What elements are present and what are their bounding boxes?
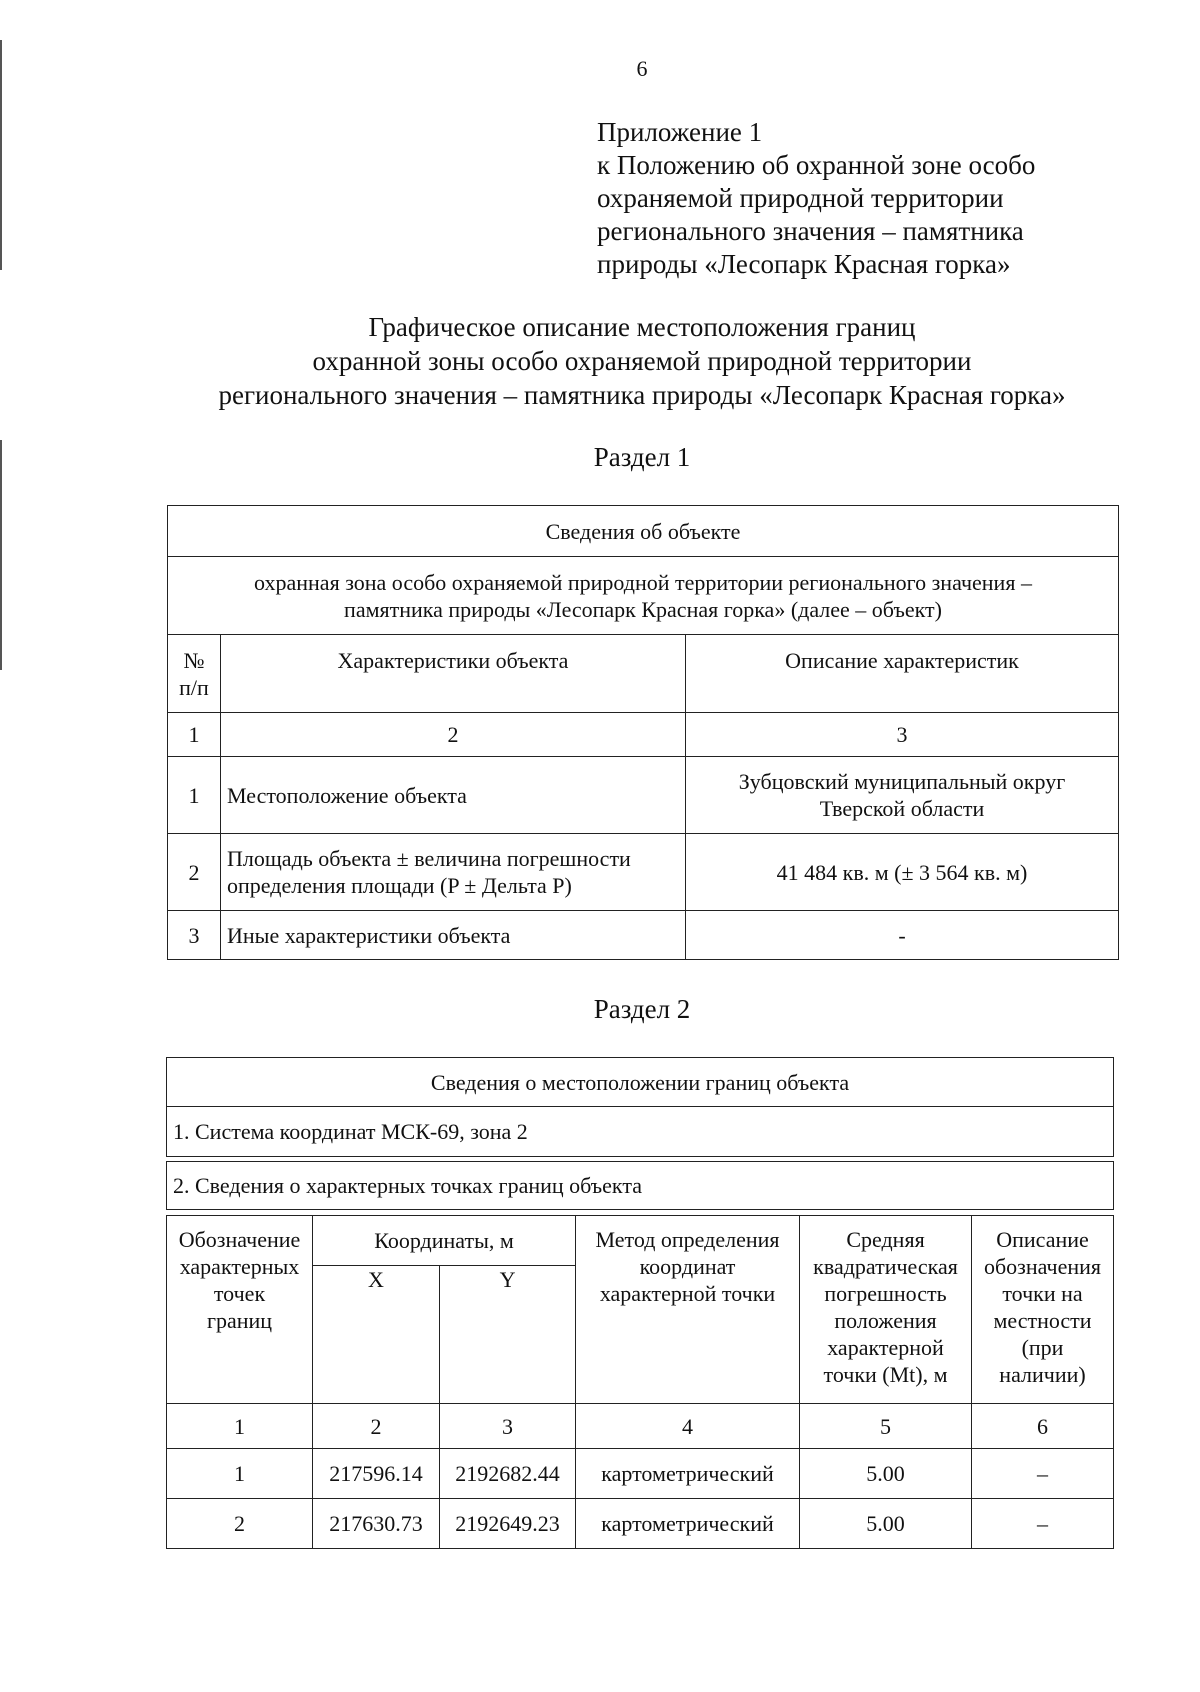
object-name-cell — [168, 557, 1119, 635]
title-line: охранной зоны особо охраняемой природной территории — [312, 346, 972, 376]
row-description — [686, 834, 1119, 911]
header-characteristic: Характеристики объекта — [221, 635, 686, 713]
title-line: Графическое описание местоположения границ — [368, 312, 916, 342]
characteristic-line: Местоположение объекта — [227, 782, 467, 808]
point-error: 5.00 — [800, 1499, 972, 1549]
column-number: 3 — [686, 713, 1119, 757]
header-x: X — [313, 1266, 440, 1404]
column-number: 1 — [167, 1404, 313, 1449]
document-title — [0, 310, 1200, 412]
table-row — [168, 757, 1119, 834]
appendix-line: к Положению об охранной зоне особо — [597, 150, 1036, 180]
header-description: Описание характеристик — [686, 635, 1119, 713]
boundary-info-table — [166, 1057, 1114, 1210]
section-2-heading: Раздел 2 — [593, 994, 691, 1024]
header-line: точки на — [1002, 1281, 1083, 1306]
point-y: 2192682.44 — [440, 1449, 576, 1499]
object-info-caption: Сведения об объекте — [168, 506, 1119, 557]
row-description — [686, 757, 1119, 834]
header-num — [168, 635, 221, 713]
boundary-caption: Сведения о местоположении границ объекта — [167, 1058, 1114, 1107]
row-characteristic — [221, 834, 686, 911]
row-characteristic — [221, 757, 686, 834]
header-line: точки (Mt), м — [823, 1362, 948, 1387]
object-name-line: памятника природы «Лесопарк Красная горка» (далее – объект) — [344, 596, 942, 622]
point-description: – — [972, 1449, 1114, 1499]
point-error: 5.00 — [800, 1449, 972, 1499]
row-number: 1 — [168, 757, 221, 834]
header-y: Y — [440, 1266, 576, 1404]
header-line: погрешность — [824, 1281, 947, 1306]
point-y: 2192649.23 — [440, 1499, 576, 1549]
column-number: 6 — [972, 1404, 1114, 1449]
column-number: 4 — [576, 1404, 800, 1449]
row-number: 2 — [168, 834, 221, 911]
point-x: 217630.73 — [313, 1499, 440, 1549]
header-line: Описание — [996, 1227, 1089, 1252]
point-x: 217596.14 — [313, 1449, 440, 1499]
points-caption: 2. Сведения о характерных точках границ объекта — [167, 1162, 1114, 1210]
header-line: обозначения — [983, 1254, 1102, 1279]
scan-edge-mark — [0, 440, 2, 670]
header-line: характерной — [827, 1335, 944, 1360]
header-line: квадратическая — [813, 1254, 958, 1279]
header-line: координат — [639, 1254, 736, 1279]
header-error — [800, 1216, 972, 1404]
column-number: 3 — [440, 1404, 576, 1449]
column-number: 2 — [313, 1404, 440, 1449]
boundary-points-table — [166, 1215, 1114, 1549]
row-characteristic — [221, 911, 686, 960]
header-num-line: № — [183, 648, 205, 673]
point-method: картометрический — [576, 1499, 800, 1549]
appendix-line: регионального значения – памятника — [597, 216, 1024, 246]
column-number: 2 — [221, 713, 686, 757]
coordinate-system: 1. Система координат МСК-69, зона 2 — [167, 1107, 1114, 1157]
object-name-line: охранная зона особо охраняемой природной территории регионального значения – — [254, 569, 1032, 595]
table-row — [168, 834, 1119, 911]
description-line: Тверской области — [819, 796, 985, 821]
column-number: 5 — [800, 1404, 972, 1449]
row-number: 3 — [168, 911, 221, 960]
table-row — [167, 1499, 1114, 1549]
table-row — [168, 911, 1119, 960]
header-line: местности — [993, 1308, 1092, 1333]
column-number: 1 — [168, 713, 221, 757]
header-line: (при — [1021, 1335, 1064, 1360]
section-1-heading: Раздел 1 — [593, 442, 691, 472]
header-line: Средняя — [846, 1227, 925, 1252]
header-method — [576, 1216, 800, 1404]
header-num-line: п/п — [179, 675, 209, 700]
appendix-note — [597, 116, 1035, 281]
description-line: 41 484 кв. м (± 3 564 кв. м) — [776, 859, 1028, 885]
appendix-line: охраняемой природной территории — [597, 183, 1004, 213]
point-description: – — [972, 1499, 1114, 1549]
page-number: 6 — [636, 56, 648, 81]
header-line: характерных — [179, 1254, 300, 1279]
header-line: Обозначение — [178, 1227, 301, 1252]
characteristic-line: Иные характеристики объекта — [227, 922, 511, 948]
appendix-line: природы «Лесопарк Красная горка» — [597, 249, 1011, 279]
description-line: - — [898, 922, 906, 948]
appendix-line: Приложение 1 — [597, 117, 763, 147]
header-line: точек — [213, 1281, 266, 1306]
title-line: регионального значения – памятника природы «Лесопарк Красная горка» — [218, 380, 1066, 410]
row-description — [686, 911, 1119, 960]
characteristic-line: Площадь объекта ± величина погрешности — [227, 846, 631, 871]
header-coordinates: Координаты, м — [313, 1216, 576, 1266]
characteristic-line: определения площади (P ± Дельта P) — [227, 873, 572, 898]
header-line: границ — [206, 1308, 273, 1333]
header-line: положения — [834, 1308, 937, 1333]
header-line: наличии) — [999, 1362, 1086, 1387]
description-line: Зубцовский муниципальный округ — [738, 769, 1066, 794]
point-id: 1 — [167, 1449, 313, 1499]
point-id: 2 — [167, 1499, 313, 1549]
header-line: характерной точки — [599, 1281, 776, 1306]
header-designation — [167, 1216, 313, 1404]
point-method: картометрический — [576, 1449, 800, 1499]
object-info-table — [167, 505, 1119, 960]
header-point-description — [972, 1216, 1114, 1404]
table-row — [167, 1449, 1114, 1499]
header-line: Метод определения — [595, 1227, 780, 1252]
